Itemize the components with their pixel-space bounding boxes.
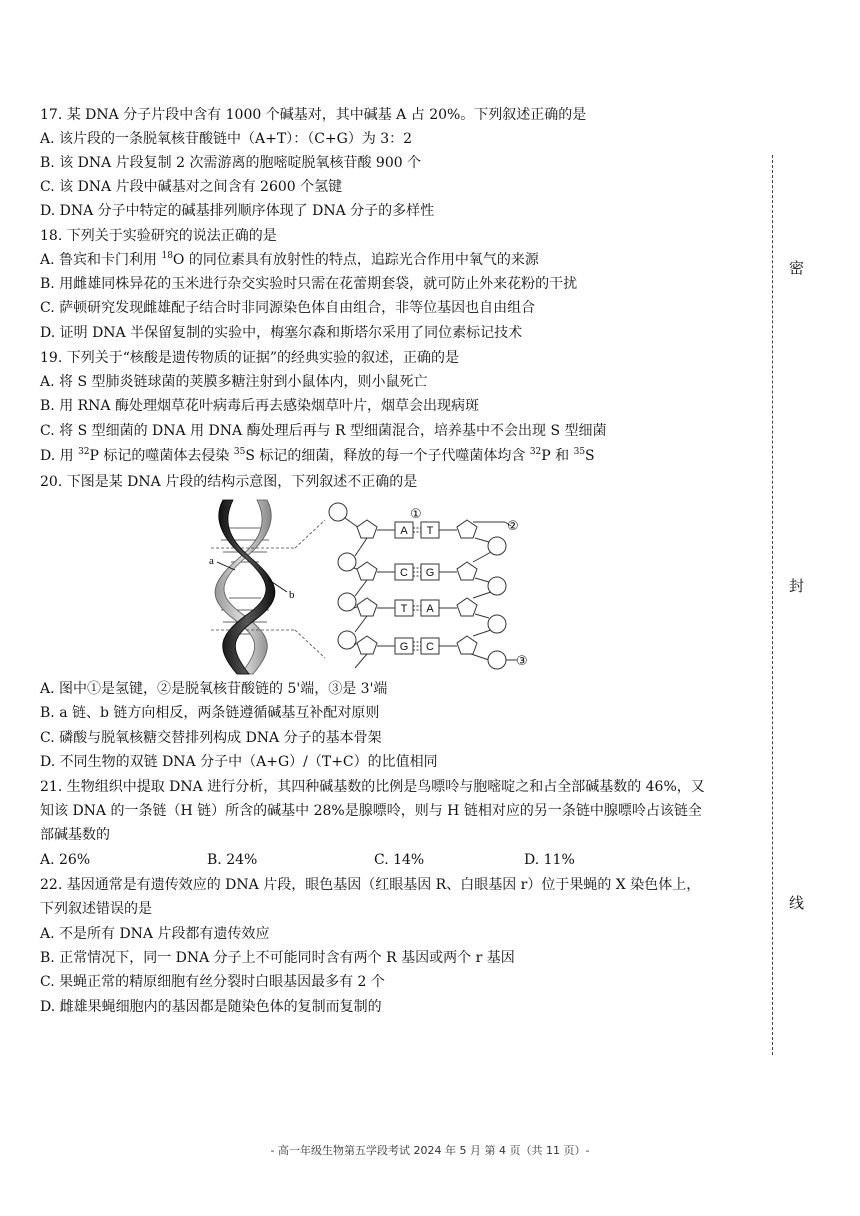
q21-option-c: C. 14% <box>374 852 425 868</box>
binding-char-seal: 密 <box>787 260 805 275</box>
q22-stem-line-1: 22. 基因通常是有遗传效应的 DNA 片段，眼色基因（红眼基因 R、白眼基因 r）位于果蝇的 X 染色体上， <box>40 877 701 893</box>
q17-option-b: B. 该 DNA 片段复制 2 次需游离的胞嘧啶脱氧核苷酸 900 个 <box>40 155 422 171</box>
q21-stem-line-1: 21. 生物组织中提取 DNA 进行分析，其四种碱基数的比例是鸟嘌呤与胞嘧啶之和占全部碱基数的 46%，又 <box>40 779 705 795</box>
q17-option-d: D. DNA 分子中特定的碱基排列顺序体现了 DNA 分子的多样性 <box>40 203 435 219</box>
q18-stem: 18. 下列关于实验研究的说法正确的是 <box>40 228 277 244</box>
base-left-4: G <box>399 641 409 653</box>
q19-stem: 19. 下列关于“核酸是遗传物质的证据”的经典实验的叙述，正确的是 <box>40 350 460 366</box>
q19-option-c: C. 将 S 型细菌的 DNA 用 DNA 酶处理后再与 R 型细菌混合，培养基中不会出现 S 型细菌 <box>40 423 607 439</box>
binding-char-seal-2: 封 <box>787 578 805 593</box>
binding-dashed-line <box>772 155 773 1055</box>
base-right-1: T <box>426 525 434 537</box>
q18-option-d: D. 证明 DNA 半保留复制的实验中，梅塞尔森和斯塔尔采用了同位素标记技术 <box>40 325 523 341</box>
q17-option-a: A. 该片段的一条脱氧核苷酸链中（A+T）：（C+G）为 3：2 <box>40 131 413 147</box>
label-a: a <box>209 555 214 567</box>
page-footer: - 高一年级生物第五学段考试 2024 年 5 月 第 4 页（共 11 页）- <box>270 1144 590 1157</box>
marker-2: ② <box>507 519 519 534</box>
q18-option-c: C. 萨顿研究发现雌雄配子结合时非同源染色体自由组合，非等位基因也自由组合 <box>40 300 536 316</box>
q22-option-c: C. 果蝇正常的精原细胞有丝分裂时白眼基因最多有 2 个 <box>40 974 385 990</box>
dna-schematic <box>329 503 517 669</box>
q22-option-b: B. 正常情况下，同一 DNA 分子上不可能同时含有两个 R 基因或两个 r 基因 <box>40 950 515 966</box>
q17-option-c: C. 该 DNA 片段中碱基对之间含有 2600 个氢键 <box>40 179 343 195</box>
marker-3: ③ <box>516 654 528 669</box>
base-right-3: A <box>426 603 434 615</box>
base-right-2: G <box>425 567 435 579</box>
marker-1: ① <box>410 507 422 522</box>
base-right-4: C <box>426 641 434 653</box>
q22-stem-line-2: 下列叙述错误的是 <box>40 901 152 917</box>
double-helix-illustration <box>215 500 275 674</box>
q18-option-a: A. 鲁宾和卡门利用 $^{18}$O 的同位素具有放射性的特点，追踪光合作用中氧气的来源 <box>40 251 539 268</box>
dna-structure-figure <box>205 498 535 676</box>
q22-option-a: A. 不是所有 DNA 片段都有遗传效应 <box>40 926 270 942</box>
q21-option-d: D. 11% <box>524 852 575 868</box>
q22-option-d: D. 雌雄果蝇细胞内的基因都是随染色体的复制而复制的 <box>40 999 382 1015</box>
q20-option-d: D. 不同生物的双链 DNA 分子中（A+G）/（T+C）的比值相同 <box>40 754 438 770</box>
q21-stem-line-2: 知该 DNA 的一条链（H 链）所含的碱基中 28%是腺嘌呤，则与 H 链相对应的另一条链中腺嘌呤占该链全 <box>40 803 702 819</box>
binding-char-line: 线 <box>787 895 805 910</box>
q18-option-b: B. 用雌雄同株异花的玉米进行杂交实验时只需在花蕾期套袋，就可防止外来花粉的干扰 <box>40 276 578 292</box>
q21-option-a: A. 26% <box>40 852 91 868</box>
q17-stem: 17. 某 DNA 分子片段中含有 1000 个碱基对，其中碱基 A 占 20%。下列叙述正确的是 <box>40 107 587 123</box>
label-b: b <box>289 589 295 601</box>
q20-option-c: C. 磷酸与脱氧核糖交替排列构成 DNA 分子的基本骨架 <box>40 730 382 746</box>
q21-option-b: B. 24% <box>207 852 258 868</box>
q20-option-b: B. a 链、b 链方向相反，两条链遵循碱基互补配对原则 <box>40 705 380 721</box>
q19-option-d: D. 用 $^{32}$P 标记的噬菌体去侵染 $^{35}$S 标记的细菌，释放的每一个子代噬菌体均含 $^{32}$P 和 $^{35}$S <box>40 447 595 464</box>
q21-stem-line-3: 部碱基数的 <box>40 827 110 843</box>
q20-option-a: A. 图中①是氢键，②是脱氧核苷酸链的 5'端，③是 3'端 <box>40 681 388 697</box>
base-left-1: A <box>400 525 408 537</box>
base-left-3: T <box>400 603 408 615</box>
q19-option-a: A. 将 S 型肺炎链球菌的荚膜多糖注射到小鼠体内，则小鼠死亡 <box>40 374 428 390</box>
q20-stem: 20. 下图是某 DNA 片段的结构示意图，下列叙述不正确的是 <box>40 474 418 490</box>
q19-option-b: B. 用 RNA 酶处理烟草花叶病毒后再去感染烟草叶片，烟草会出现病斑 <box>40 398 479 414</box>
base-left-2: C <box>400 567 408 579</box>
